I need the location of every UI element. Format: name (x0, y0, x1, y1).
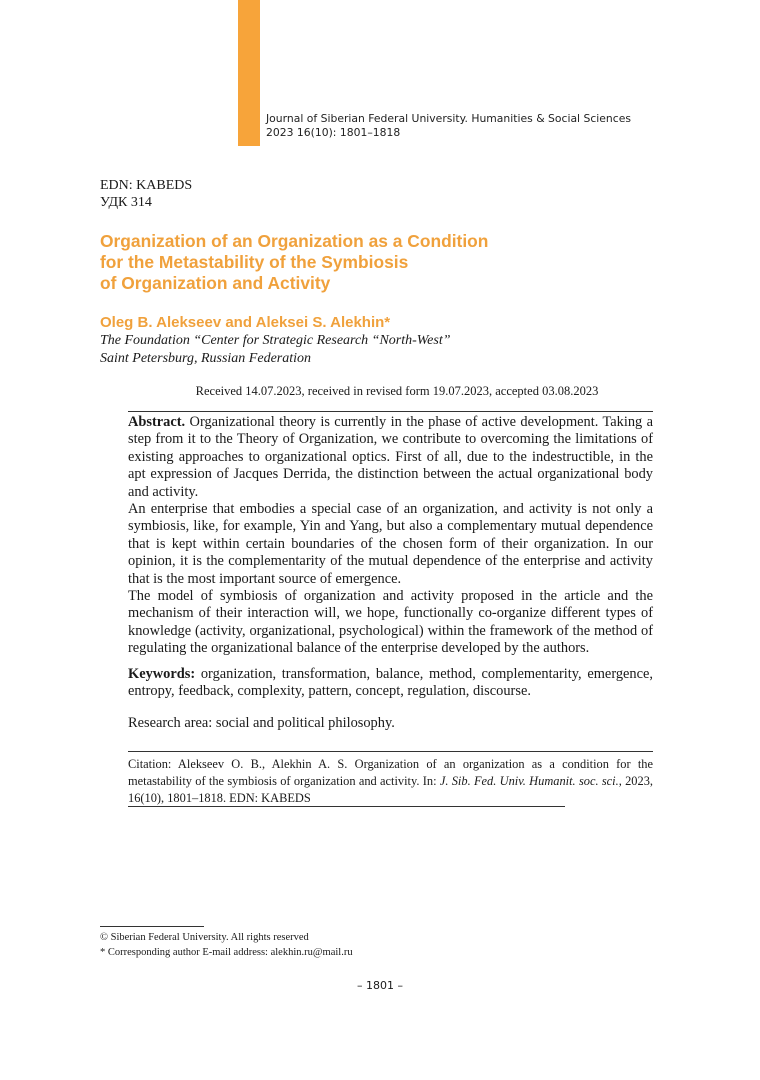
journal-accent-bar (238, 0, 260, 146)
citation-top-rule (128, 751, 653, 752)
corresponding-author-note: * Corresponding author E-mail address: alekhin.ru@mail.ru (100, 947, 353, 958)
abstract-paragraph-2: An enterprise that embodies a special case of an organization, and activity is not only a symbiosis, like, for example, Yin and Yang, but also a complementary mutual dependence that is kept within certain boundaries of the chosen form of their organization. In our opinion, it is the complementarity of the mutual dependence of the enterprise and activity that is the most important source of emergence. (128, 501, 653, 587)
title-line-2: for the Metastability of the Symbiosis (100, 252, 409, 272)
citation-bottom-rule (128, 806, 565, 807)
edn-code: EDN: KABEDS (100, 178, 193, 193)
footnotes (100, 930, 353, 960)
title-line-1: Organization of an Organization as a Condition (100, 231, 489, 251)
title-line-3: of Organization and Activity (100, 273, 331, 293)
abstract-paragraph-3: The model of symbiosis of organization and activity proposed in the article and the mechanism of their interaction will, we hope, functionally co-organize different types of knowledge (activity, organizational, psychological) within the framework of the method of regulating the organizational balance of the enterprise developed by the authors. (128, 588, 653, 657)
abstract (128, 414, 653, 658)
author-affiliation-block (100, 332, 451, 368)
citation-journal: J. Sib. Fed. Univ. Humanit. soc. sci. (439, 774, 619, 788)
udk-code: УДК 314 (100, 195, 152, 210)
article-title (100, 231, 620, 294)
copyright-note: © Siberian Federal University. All rights reserved (100, 932, 309, 943)
journal-header (266, 112, 631, 140)
location: Saint Petersburg, Russian Federation (100, 351, 312, 366)
keywords-label: Keywords: (128, 666, 196, 682)
journal-issue: 2023 16(10): 1801–1818 (266, 126, 401, 139)
keywords (128, 666, 653, 701)
article-identifiers (100, 177, 192, 211)
citation: Citation: Alekseev O. B., Alekhin A. S. Organization of an organization as a condition for the metastability of the symbiosis of organization and activity. In: J. Sib. Fed. Univ. Humanit. soc. sci., 2023, 16(10), 1801–1818. EDN: KABEDS (128, 757, 653, 805)
abstract-top-rule (128, 411, 653, 412)
journal-name: Journal of Siberian Federal University. Humanities & Social Sciences (266, 112, 631, 125)
abstract-label: Abstract. (128, 414, 186, 430)
footnote-rule (100, 926, 204, 927)
page-number: – 1801 – (357, 979, 403, 992)
received-dates: Received 14.07.2023, received in revised form 19.07.2023, accepted 03.08.2023 (195, 384, 599, 398)
affiliation: The Foundation “Center for Strategic Research “North-West” (100, 333, 451, 348)
keywords-text: organization, transformation, balance, method, complementarity, emergence, entropy, feedback, complexity, pattern, concept, regulation, discourse. (128, 666, 653, 700)
abstract-paragraph-1: Abstract. Organizational theory is currently in the phase of active development. Taking a step from it to the Theory of Organization, we contribute to overcoming the limitations of existing approaches to organizational optics. First of all, due to the indestructible, in the apt expression of Jacques Derrida, the distinction between the actual organizational body and activity. (128, 414, 653, 500)
author-names: Oleg B. Alekseev and Aleksei S. Alekhin* (100, 314, 391, 331)
research-area: Research area: social and political philosophy. (128, 715, 395, 731)
